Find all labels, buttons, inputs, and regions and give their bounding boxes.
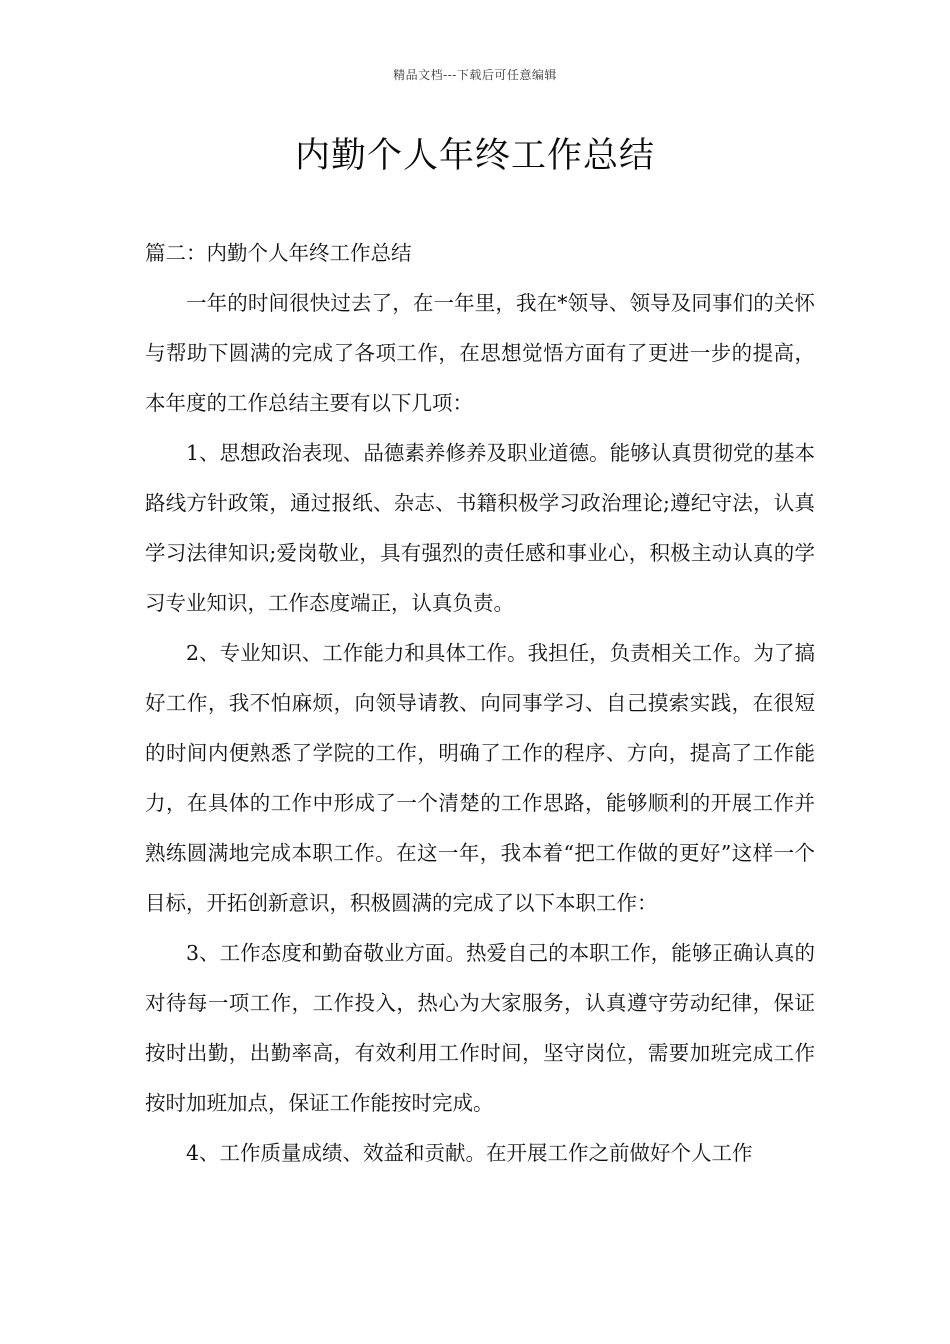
header-note: 精品文档---下载后可任意编辑 [393, 68, 557, 82]
document-title: 内勤个人年终工作总结 [294, 136, 655, 176]
section-heading: 篇二：内勤个人年终工作总结 [145, 241, 412, 265]
paragraph-item-3: 3、工作态度和勤奋敬业方面。热爱自己的本职工作，能够正确认真的对待每一项工作，工作投入，热心为大家服务，认真遵守劳动纪律，保证按时出勤，出勤率高，有效利用工作时间，坚守岗位，需要加班完成工作按时加班加点，保证工作能按时完成。 [145, 941, 815, 1115]
paragraph-intro: 一年的时间很快过去了，在一年里，我在*领导、领导及同事们的关怀与帮助下圆满的完成了各项工作，在思想觉悟方面有了更进一步的提高，本年度的工作总结主要有以下几项： [145, 291, 815, 415]
paragraph-item-2: 2、专业知识、工作能力和具体工作。我担任，负责相关工作。为了搞好工作，我不怕麻烦，向领导请教、向同事学习、自己摸索实践，在很短的时间内便熟悉了学院的工作，明确了工作的程序、方向，提高了工作能力，在具体的工作中形成了一个清楚的工作思路，能够顺利的开展工作并熟练圆满地完成本职工作。在这一年，我本着“把工作做的更好”这样一个目标，开拓创新意识，积极圆满的完成了以下本职工作： [145, 641, 815, 915]
paragraph-item-4: 4、工作质量成绩、效益和贡献。在开展工作之前做好个人工作 [186, 1141, 753, 1165]
paragraph-item-1: 1、思想政治表现、品德素养修养及职业道德。能够认真贯彻党的基本路线方针政策，通过报纸、杂志、书籍积极学习政治理论;遵纪守法，认真学习法律知识;爱岗敬业，具有强烈的责任感和事业心，积极主动认真的学习专业知识，工作态度端正，认真负责。 [145, 441, 815, 615]
document-body [145, 228, 815, 1178]
